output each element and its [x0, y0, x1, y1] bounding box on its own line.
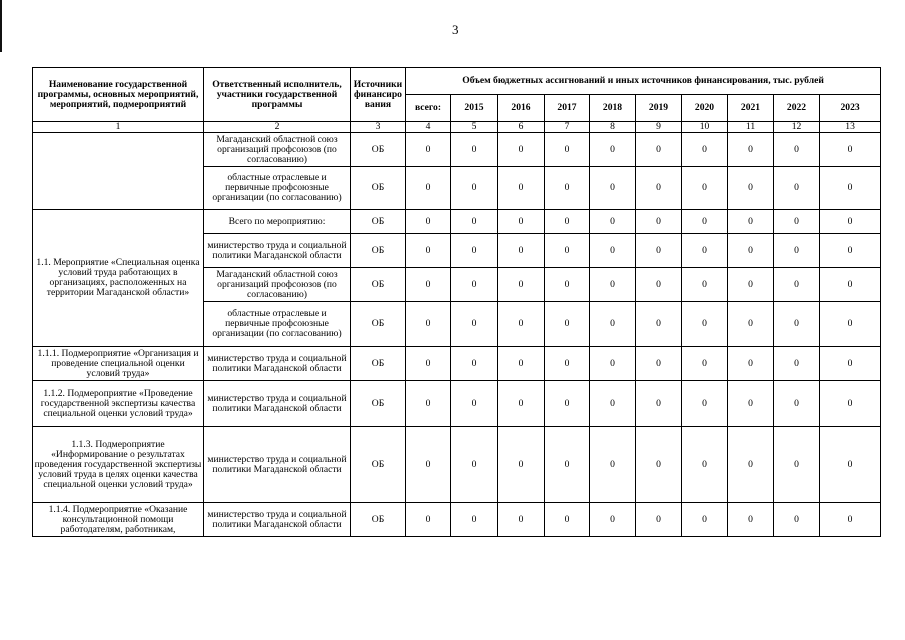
value-cell: 0 — [498, 268, 545, 302]
value-cell: 0 — [682, 210, 728, 234]
value-cell: 0 — [728, 427, 774, 503]
value-cell: 0 — [728, 268, 774, 302]
value-cell: 0 — [498, 503, 545, 537]
value-cell: 0 — [451, 268, 498, 302]
header-year: 2017 — [545, 95, 590, 122]
table-row — [33, 381, 881, 427]
column-number: 4 — [406, 122, 451, 133]
value-cell: 0 — [728, 381, 774, 427]
value-cell: 0 — [545, 234, 590, 268]
header-year: 2020 — [682, 95, 728, 122]
value-cell: 0 — [820, 133, 881, 167]
value-cell: 0 — [545, 503, 590, 537]
value-cell: 0 — [545, 210, 590, 234]
source-cell: ОБ — [351, 302, 406, 347]
value-cell: 0 — [728, 167, 774, 210]
value-cell: 0 — [451, 503, 498, 537]
column-number: 10 — [682, 122, 728, 133]
value-cell: 0 — [406, 234, 451, 268]
value-cell: 0 — [820, 268, 881, 302]
header-year: 2021 — [728, 95, 774, 122]
value-cell: 0 — [774, 302, 820, 347]
value-cell: 0 — [682, 167, 728, 210]
value-cell: 0 — [682, 302, 728, 347]
source-cell: ОБ — [351, 210, 406, 234]
value-cell: 0 — [545, 347, 590, 381]
header-sources: Источники финансиро вания — [351, 68, 406, 122]
program-cell: 1.1.3. Подмероприятие «Информирование о результатах проведения государственной экспертизы условий труда в целях оценки качества специальной оценки условий труда» — [33, 427, 204, 503]
value-cell: 0 — [406, 427, 451, 503]
value-cell: 0 — [774, 167, 820, 210]
header-year: 2023 — [820, 95, 881, 122]
value-cell: 0 — [545, 167, 590, 210]
source-cell: ОБ — [351, 347, 406, 381]
value-cell: 0 — [636, 268, 682, 302]
column-number: 5 — [451, 122, 498, 133]
executor-cell: Всего по мероприятию: — [204, 210, 351, 234]
value-cell: 0 — [820, 427, 881, 503]
value-cell: 0 — [590, 427, 636, 503]
executor-cell: областные отраслевые и первичные профсоюзные организации (по согласованию) — [204, 167, 351, 210]
program-cell: 1.1.4. Подмероприятие «Оказание консультационной помощи работодателям, работникам, — [33, 503, 204, 537]
executor-cell: Магаданский областной союз организаций профсоюзов (по согласованию) — [204, 133, 351, 167]
value-cell: 0 — [498, 381, 545, 427]
column-numbers-row — [33, 122, 881, 133]
value-cell: 0 — [636, 133, 682, 167]
header-year: 2015 — [451, 95, 498, 122]
value-cell: 0 — [774, 210, 820, 234]
page-number: 3 — [452, 22, 459, 37]
value-cell: 0 — [774, 234, 820, 268]
value-cell: 0 — [451, 167, 498, 210]
value-cell: 0 — [590, 503, 636, 537]
value-cell: 0 — [451, 347, 498, 381]
value-cell: 0 — [728, 133, 774, 167]
value-cell: 0 — [774, 503, 820, 537]
value-cell: 0 — [451, 210, 498, 234]
value-cell: 0 — [545, 427, 590, 503]
value-cell: 0 — [498, 167, 545, 210]
funding-table — [32, 67, 881, 537]
column-number: 3 — [351, 122, 406, 133]
value-cell: 0 — [406, 347, 451, 381]
executor-cell: Магаданский областной союз организаций профсоюзов (по согласованию) — [204, 268, 351, 302]
value-cell: 0 — [498, 133, 545, 167]
header-executor: Ответственный исполнитель, участники государственной программы — [204, 68, 351, 122]
value-cell: 0 — [682, 427, 728, 503]
value-cell: 0 — [682, 503, 728, 537]
column-number: 1 — [33, 122, 204, 133]
header-program-name: Наименование государственной программы, основных мероприятий, мероприятий, подмероприятий — [33, 68, 204, 122]
value-cell: 0 — [820, 347, 881, 381]
column-number: 11 — [728, 122, 774, 133]
column-number: 6 — [498, 122, 545, 133]
value-cell: 0 — [451, 133, 498, 167]
value-cell: 0 — [498, 427, 545, 503]
value-cell: 0 — [682, 381, 728, 427]
value-cell: 0 — [728, 302, 774, 347]
column-number: 13 — [820, 122, 881, 133]
column-number: 9 — [636, 122, 682, 133]
executor-cell: министерство труда и социальной политики Магаданской области — [204, 234, 351, 268]
value-cell: 0 — [636, 302, 682, 347]
source-cell: ОБ — [351, 268, 406, 302]
value-cell: 0 — [774, 268, 820, 302]
value-cell: 0 — [406, 133, 451, 167]
value-cell: 0 — [774, 381, 820, 427]
program-cell: 1.1.2. Подмероприятие «Проведение государственной экспертизы качества специальной оценки условий труда» — [33, 381, 204, 427]
value-cell: 0 — [590, 268, 636, 302]
source-cell: ОБ — [351, 167, 406, 210]
value-cell: 0 — [682, 133, 728, 167]
header-year: 2018 — [590, 95, 636, 122]
value-cell: 0 — [774, 133, 820, 167]
column-number: 8 — [590, 122, 636, 133]
header-total: всего: — [406, 95, 451, 122]
value-cell: 0 — [820, 210, 881, 234]
table-row — [33, 503, 881, 537]
value-cell: 0 — [682, 268, 728, 302]
value-cell: 0 — [498, 210, 545, 234]
value-cell: 0 — [682, 347, 728, 381]
program-cell: 1.1. Мероприятие «Специальная оценка условий труда работающих в организациях, расположенных на территории Магаданской области» — [33, 210, 204, 347]
source-cell: ОБ — [351, 381, 406, 427]
value-cell: 0 — [820, 167, 881, 210]
value-cell: 0 — [406, 167, 451, 210]
program-cell — [33, 133, 204, 210]
executor-cell: министерство труда и социальной политики Магаданской области — [204, 381, 351, 427]
value-cell: 0 — [590, 234, 636, 268]
value-cell: 0 — [820, 234, 881, 268]
value-cell: 0 — [820, 381, 881, 427]
source-cell: ОБ — [351, 234, 406, 268]
value-cell: 0 — [406, 381, 451, 427]
value-cell: 0 — [636, 347, 682, 381]
value-cell: 0 — [590, 381, 636, 427]
value-cell: 0 — [636, 234, 682, 268]
value-cell: 0 — [545, 302, 590, 347]
value-cell: 0 — [545, 381, 590, 427]
value-cell: 0 — [636, 381, 682, 427]
value-cell: 0 — [545, 133, 590, 167]
source-cell: ОБ — [351, 133, 406, 167]
value-cell: 0 — [451, 234, 498, 268]
executor-cell: областные отраслевые и первичные профсоюзные организации (по согласованию) — [204, 302, 351, 347]
program-cell: 1.1.1. Подмероприятие «Организация и проведение специальной оценки условий труда» — [33, 347, 204, 381]
value-cell: 0 — [682, 234, 728, 268]
value-cell: 0 — [498, 234, 545, 268]
value-cell: 0 — [728, 503, 774, 537]
value-cell: 0 — [406, 503, 451, 537]
table-row — [33, 427, 881, 503]
table-row — [33, 133, 881, 167]
value-cell: 0 — [406, 302, 451, 347]
value-cell: 0 — [728, 210, 774, 234]
value-cell: 0 — [774, 347, 820, 381]
column-number: 2 — [204, 122, 351, 133]
value-cell: 0 — [590, 210, 636, 234]
value-cell: 0 — [590, 302, 636, 347]
value-cell: 0 — [636, 427, 682, 503]
page-edge-line — [0, 0, 2, 52]
table-row — [33, 347, 881, 381]
value-cell: 0 — [636, 210, 682, 234]
header-year: 2019 — [636, 95, 682, 122]
table-row — [33, 210, 881, 234]
value-cell: 0 — [451, 302, 498, 347]
executor-cell: министерство труда и социальной политики Магаданской области — [204, 347, 351, 381]
source-cell: ОБ — [351, 503, 406, 537]
value-cell: 0 — [774, 427, 820, 503]
value-cell: 0 — [728, 234, 774, 268]
header-year: 2016 — [498, 95, 545, 122]
value-cell: 0 — [590, 133, 636, 167]
executor-cell: министерство труда и социальной политики Магаданской области — [204, 427, 351, 503]
value-cell: 0 — [406, 268, 451, 302]
value-cell: 0 — [820, 302, 881, 347]
value-cell: 0 — [728, 347, 774, 381]
value-cell: 0 — [820, 503, 881, 537]
source-cell: ОБ — [351, 427, 406, 503]
value-cell: 0 — [636, 167, 682, 210]
executor-cell: министерство труда и социальной политики Магаданской области — [204, 503, 351, 537]
value-cell: 0 — [590, 167, 636, 210]
header-funding: Объем бюджетных ассигнований и иных источников финансирования, тыс. рублей — [406, 68, 881, 95]
value-cell: 0 — [636, 503, 682, 537]
value-cell: 0 — [498, 347, 545, 381]
value-cell: 0 — [590, 347, 636, 381]
column-number: 7 — [545, 122, 590, 133]
value-cell: 0 — [406, 210, 451, 234]
value-cell: 0 — [545, 268, 590, 302]
value-cell: 0 — [498, 302, 545, 347]
value-cell: 0 — [451, 381, 498, 427]
header-year: 2022 — [774, 95, 820, 122]
column-number: 12 — [774, 122, 820, 133]
value-cell: 0 — [451, 427, 498, 503]
